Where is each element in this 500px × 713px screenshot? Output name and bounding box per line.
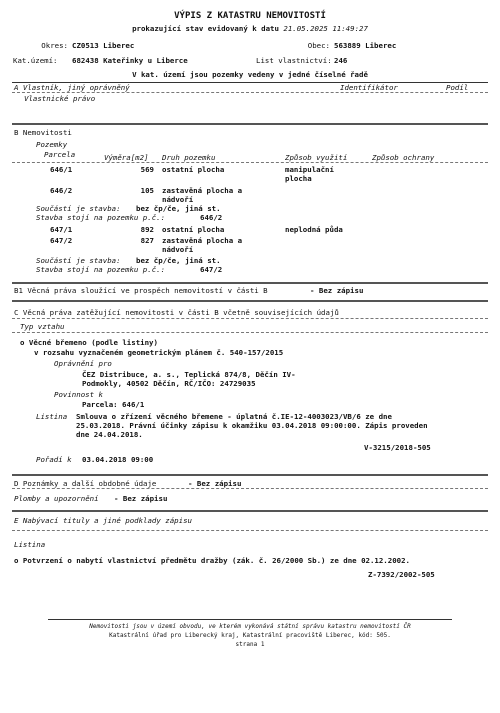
druh-cell: nádvoří [162,195,194,204]
vyuziti-cell: manipulační [285,165,334,174]
katuzemi-value: 682438 Kateřinky u Liberce [72,56,188,65]
section-e-title: E Nabývací tituly a jiné podklady zápisu [14,516,192,525]
parcela-cell: 647/1 [50,225,73,234]
section-e-listina-label: Listina [14,540,46,549]
divider [12,332,488,333]
section-d-title: D Poznámky a další obdobné údaje [14,479,157,488]
stavba-label: Stavba stojí na pozemku p.č.: [36,213,166,222]
divider [12,282,488,284]
soucast-label: Součástí je stavba: [36,256,121,265]
obec-label: Obec: [307,41,330,50]
katuzemi-label: Kat.území: [13,56,58,65]
druh-cell: ostatní plocha [162,165,225,174]
numbering-note: V kat. území jsou pozemky vedeny v jedné číselné řadě [132,70,368,79]
divider [12,318,488,319]
divider [12,488,488,489]
poradi-label: Pořadí k [36,455,72,464]
opravneni-value: Podmokly, 40502 Děčín, RČ/IČO: 24729035 [82,379,256,388]
poradi-value: 03.04.2018 09:00 [82,455,154,464]
opravneni-value: ČEZ Distribuce, a. s., Teplická 874/8, Děčín IV- [82,370,296,379]
soucast-value: bez čp/če, jiná st. [136,204,221,213]
pozemky-label: Pozemky [36,140,68,149]
vecne-bremeno: o Věcné břemeno (podle listiny) [20,338,158,347]
listina-text: 25.03.2018. Právní účinky zápisu k okamžiku 03.04.2018 09:00:00. Zápis proveden [76,421,428,430]
vyuziti-cell: neplodná půda [285,225,343,234]
section-b1-value: - Bez zápisu [310,286,364,295]
section-a-title: A Vlastník, jiný oprávněný [14,83,130,92]
divider [12,530,488,531]
col-vyuziti: Způsob využití [285,153,348,162]
lv-value: 246 [334,56,348,65]
rozsah-text: v rozsahu vyznačeném geometrickým plánem č. 540-157/2015 [34,348,284,357]
divider [12,474,488,476]
document-subtitle [0,24,500,33]
document-title: VÝPIS Z KATASTRU NEMOVITOSTÍ [174,11,326,21]
okres-value: CZ0513 Liberec [72,41,135,50]
povinnost-value: Parcela: 646/1 [82,400,145,409]
listina-text: Smlouva o zřízení věcného břemene - úplatná č.IE-12-4003023/VB/6 ze dne [76,412,392,421]
section-c-title: C Věcná práva zatěžující nemovitosti v části B včetně souvisejících údajů [14,308,339,317]
obec-value: 563889 Liberec [334,41,397,50]
col-vymera: Výměra[m2] [104,153,149,162]
section-b1-title: B1 Věcná práva sloužící ve prospěch nemovitostí v části B [14,286,268,295]
footer-divider [48,619,452,620]
okres-label: Okres: [41,41,68,50]
section-b-title: B Nemovitosti [14,128,72,137]
divider [12,510,488,512]
section-e-ref: Z-7392/2002-505 [368,570,435,579]
stavba-label: Stavba stojí na pozemku p.č.: [36,265,166,274]
section-a-sub: Vlastnické právo [24,94,96,103]
divider [12,162,488,163]
col-parcela: Parcela [44,150,76,159]
vymera-cell: 892 [140,225,154,234]
col-identifikator: Identifikátor [340,83,398,92]
vymera-cell: 105 [140,186,154,195]
footer-line: Nemovitosti jsou v území obvodu, ve kterém vykonává státní správu katastru nemovitostí ČR [89,623,411,630]
col-druh: Druh pozemku [162,153,216,162]
subtitle-date: 21.05.2025 11:49:27 [283,24,368,33]
soucast-label: Součástí je stavba: [36,204,121,213]
povinnost-label: Povinnost k [54,390,103,399]
druh-cell: zastavěná plocha a [162,186,243,195]
druh-cell: nádvoří [162,245,194,254]
subtitle-prefix: prokazující stav evidovaný k datu [132,24,279,33]
plomby-value: - Bez zápisu [114,494,168,503]
divider [12,92,488,93]
divider [12,300,488,302]
divider [12,123,488,125]
druh-cell: zastavěná plocha a [162,236,243,245]
lv-label: List vlastnictví: [256,56,332,65]
stavba-value: 647/2 [200,265,223,274]
listina-text: dne 24.04.2018. [76,430,143,439]
opravneni-label: Oprávnění pro [54,359,112,368]
listina-ref: V-3215/2018-505 [364,443,431,452]
typ-vztahu: Typ vztahu [20,322,65,331]
section-d-value: - Bez zápisu [188,479,242,488]
vymera-cell: 827 [140,236,154,245]
footer-line: Katastrální úřad pro Liberecký kraj, Katastrální pracoviště Liberec, kód: 505. [109,632,391,639]
stavba-value: 646/2 [200,213,223,222]
col-podil: Podíl [446,83,469,92]
druh-cell: ostatní plocha [162,225,225,234]
plomby-label: Plomby a upozornění [14,494,99,503]
vyuziti-cell: plocha [285,174,312,183]
section-e-item: o Potvrzení o nabytí vlastnictví předmětu dražby (zák. č. 26/2000 Sb.) ze dne 02.12.2002. [14,556,411,565]
parcela-cell: 646/2 [50,186,73,195]
page-number: strana 1 [235,641,265,648]
col-ochrana: Způsob ochrany [372,153,435,162]
soucast-value: bez čp/če, jiná st. [136,256,221,265]
listina-label: Listina [36,412,68,421]
parcela-cell: 647/2 [50,236,73,245]
parcela-cell: 646/1 [50,165,73,174]
vymera-cell: 569 [140,165,154,174]
